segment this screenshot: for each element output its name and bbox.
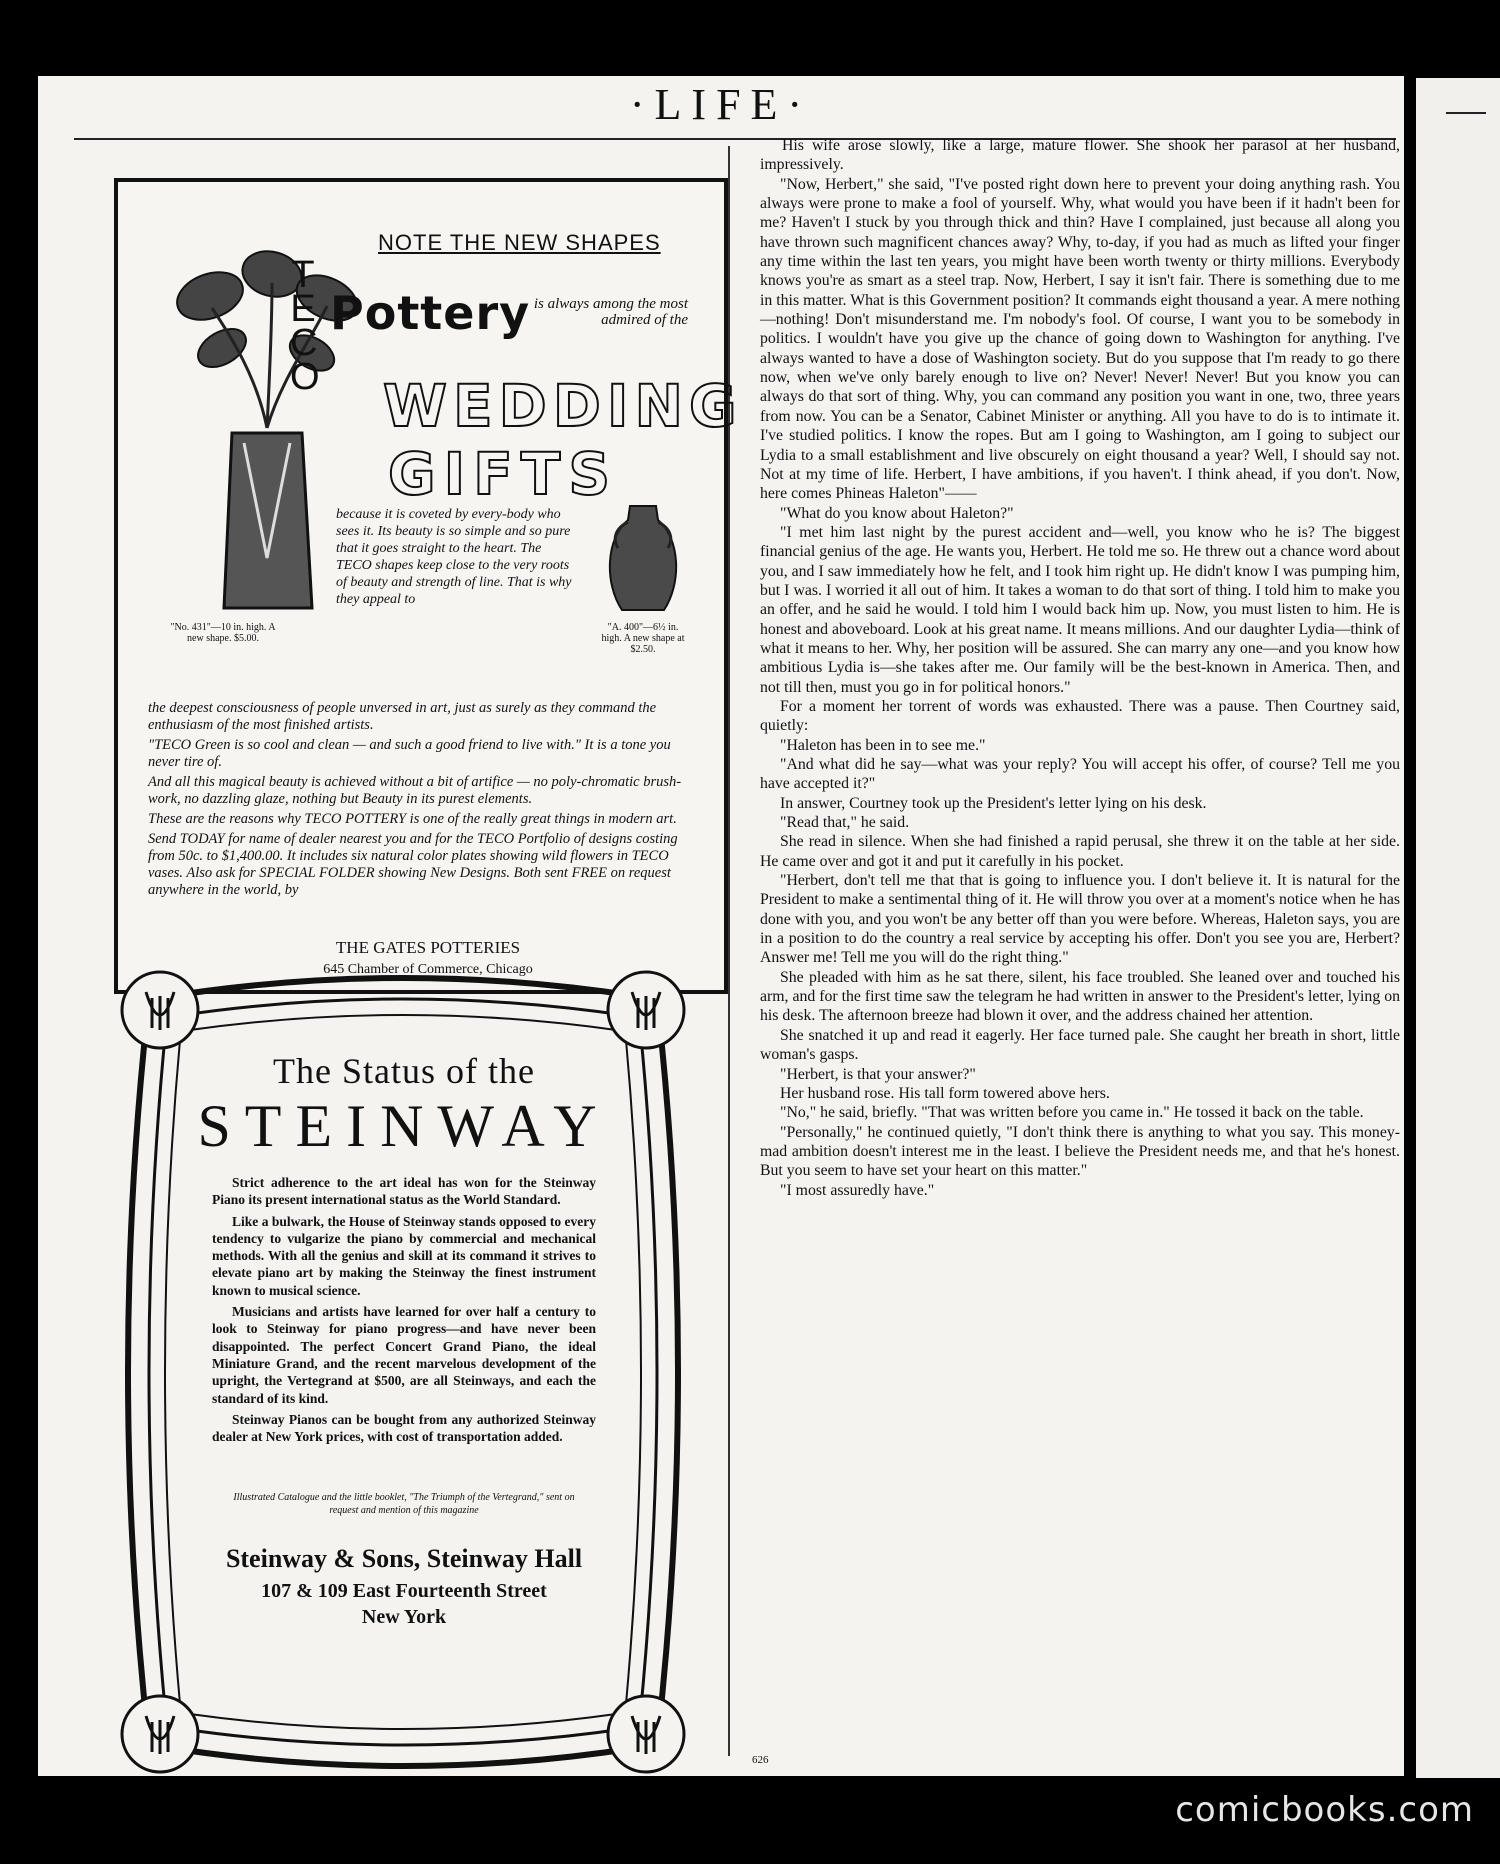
- vase-caption-right: "A. 400"—6½ in. high. A new shape at $2.50.: [601, 622, 685, 655]
- teco-address: 645 Chamber of Commerce, Chicago: [323, 962, 533, 977]
- story-paragraph: "And what did he say—what was your reply? You will accept his offer, of course? Tell me you have accepted it?": [760, 756, 1400, 793]
- source-watermark: comicbooks.com: [1175, 1790, 1474, 1830]
- teco-logo-letter: O: [290, 356, 320, 398]
- steinway-paragraph: Like a bulwark, the House of Steinway stands opposed to every tendency to vulgarize the piano by commercial and mechanical methods. With all the genius and skill at its command it strives to elevate piano art by making the Steinway the finest instrument known to musical science.: [212, 1213, 596, 1298]
- teco-because-text: because it is coveted by every-body who sees it. Its beauty is so simple and so pure that it goes straight to the heart. The TECO shapes keep close to the very roots of beauty and strength of line. That is why they appeal to: [336, 507, 572, 607]
- teco-logo: [290, 254, 320, 398]
- steinway-ad: [94, 954, 714, 1796]
- adjacent-page-rule: [1446, 112, 1486, 114]
- steinway-street: 107 & 109 East Fourteenth Street: [261, 1580, 547, 1602]
- teco-paragraph: the deepest consciousness of people unversed in art, just as surely as they command the enthusiasm of the most finished artists.: [148, 700, 657, 733]
- teco-paragraph: These are the reasons why TECO POTTERY is one of the really great things in modern art.: [148, 811, 677, 827]
- pottery-wordmark: Pottery: [330, 286, 531, 340]
- small-vase-illustration: [598, 498, 688, 618]
- steinway-paragraph: Steinway Pianos can be bought from any authorized Steinway dealer at New York prices, with cost of transportation added.: [212, 1411, 596, 1445]
- steinway-paragraph: Strict adherence to the art ideal has won for the Steinway Piano its present international status as the World Standard.: [212, 1175, 596, 1208]
- magazine-page: [38, 76, 1404, 1776]
- teco-logo-letter: E: [290, 288, 316, 330]
- story-paragraph: "Herbert, don't tell me that that is going to influence you. I don't believe it. It is natural for the President to make a sentimental thing of it. He will throw you over at a moment's notice when he has done with you, and you won't be any better off than you were before. Whereas, Haleton says, you are in a position to do the country a real service by accepting his offer. Don't you see you are, Herbert? Answer me! Tell me you will do the right thing.": [760, 872, 1400, 967]
- steinway-body-copy: [212, 1174, 596, 1449]
- story-paragraph: "No," he said, briefly. "That was written before you came in." He tossed it back on the table.: [780, 1104, 1364, 1122]
- teco-logo-letter: T: [291, 254, 315, 296]
- magazine-title: ·LIFE·: [629, 80, 813, 129]
- story-paragraph: She pleaded with him as he sat there, silent, his face troubled. She leaned over and touched his arm, and for the first time saw the telegram he had written in answer to the President's letter, lying on his desk. The afternoon breeze had blown it over, and the address chained her attention.: [760, 968, 1400, 1025]
- teco-headline: NOTE THE NEW SHAPES: [378, 230, 661, 255]
- teco-body-copy: [148, 700, 698, 902]
- vase-caption-left: "No. 431"—10 in. high. A new shape. $5.00.: [170, 622, 276, 644]
- steinway-paragraph: Musicians and artists have learned for over half a century to look to Steinway for piano progress—and have never been disappointed. The perfect Concert Grand Piano, the ideal Miniature Grand, and the recent marvelous development of the upright, the Vertegrand at $500, are all Steinways, and each the standard of its kind.: [212, 1304, 596, 1406]
- wedding-heading: WEDDING: [383, 372, 743, 440]
- story-paragraph: "Herbert, is that your answer?": [780, 1065, 976, 1083]
- page-number: 626: [752, 1754, 769, 1766]
- story-paragraph: Her husband rose. His tall form towered above hers.: [780, 1084, 1110, 1102]
- steinway-status-heading: The Status of the: [273, 1051, 535, 1091]
- teco-paragraph: "TECO Green is so cool and clean — and such a good friend to live with." It is a tone you never tire of.: [148, 737, 671, 770]
- steinway-name-heading: STEINWAY: [197, 1093, 611, 1159]
- story-paragraph: "I most assuredly have.": [780, 1181, 935, 1199]
- story-paragraph: "What do you know about Haleton?": [780, 504, 1014, 522]
- story-paragraph: She read in silence. When she had finished a rapid perusal, she threw it on the table at her side. He came over and got it and put it carefully in his pocket.: [760, 833, 1400, 870]
- steinway-catalogue-note: Illustrated Catalogue and the little booklet, "The Triumph of the Vertegrand," sent on request and mention of this magazine: [233, 1492, 575, 1516]
- story-paragraph: "Haleton has been in to see me.": [780, 736, 986, 754]
- story-column: [760, 136, 1400, 1200]
- story-paragraph: She snatched it up and read it eagerly. Her face turned pale. She caught her breath in short, little woman's gasps.: [760, 1026, 1400, 1064]
- steinway-company: Steinway & Sons, Steinway Hall: [225, 1544, 583, 1573]
- story-paragraph: "Now, Herbert," she said, "I've posted right down here to prevent your doing anything rash. You always were prone to make a fool of yourself. Why, what would you have been if it hadn't been for me? Haven't I stuck by you through thick and thin? Have I complained, just because all along you have thrown such magnificent chances away? Why, to-day, if you had as much as lifted your finger any time within the last ten years, you might have been worth twenty or thirty millions. Everybody knows you're as smart as a steel trap. Now, Herbert, I say it isn't fair. There is something due to me in this matter. What is this Government position? It commands eight thousand a year. A mere nothing—nothing! Don't misunderstand me. I'm nobody's fool. Of course, I want you to be somebody in politics. I wouldn't have you give up the chance of going down to Washington for anything. I've always wanted to have a dose of Washington society. But do you suppose that I'm ready to go there now, when we've only barely enough to live on? Never! Never! Never! But you know you can always do that sort of thing. Why, you can command any position you want in one, two, three years from now. You can be a Senator, Cabinet Minister or anything. All you have to do is to intimate it. I've studied politics. I know the ropes. But am I going to Washington, am I going to subject our Lydia to a small establishment and live obscurely on eight thousand a year? Well, I should say not. Not at my time of life. Herbert, I have ambitions, if you haven't. I think ahead, if you don't. Now, here comes Phineas Haleton"——: [760, 175, 1400, 503]
- story-paragraph: "Personally," he continued quietly, "I don't think there is anything to what you say. This money-mad ambition doesn't interest me in the least. I believe the President needs me, and that he's honest. But you seem to have set your heart on this matter.": [760, 1123, 1400, 1180]
- story-paragraph: "Read that," he said.: [780, 814, 910, 832]
- teco-company: THE GATES POTTERIES: [335, 938, 521, 957]
- story-paragraph: In answer, Courtney took up the President's letter lying on his desk.: [780, 794, 1207, 812]
- story-paragraph: "I met him last night by the purest accident and—well, you know who he is? The biggest financial genius of the age. He wants you, Herbert. He told me so. He threw out a chance word about you, and I saw immediately how he felt, and I took him right up. He didn't know I was pumping him, but I was. I worried it all out of him. It takes a woman to do that sort of thing. I told him to make you an offer, and he said he would. I told him I would back him up. Now, you must listen to him. He is honest and aboveboard. Look at his great name. It means millions. And our daughter Lydia—think of what it means to her. Why, her position will be assured. She can marry any one—and you know how ambitious Lydia is—she takes after me. Our family will be the best-known in America. Then, and not till then, must you go in for political honors.": [760, 523, 1400, 696]
- story-paragraph: For a moment her torrent of words was exhausted. There was a pause. Then Courtney said, quietly:: [760, 697, 1400, 735]
- steinway-city: New York: [361, 1606, 447, 1628]
- story-paragraph: His wife arose slowly, like a large, mature flower. She shook her parasol at her husband, impressively.: [760, 137, 1400, 174]
- gifts-heading: GIFTS: [388, 440, 619, 508]
- teco-paragraph: And all this magical beauty is achieved without a bit of artifice — no poly-chromatic brush-work, no dazzling glaze, nothing but Beauty in its purest elements.: [148, 774, 682, 807]
- teco-logo-letter: C: [290, 322, 318, 364]
- teco-among-text: is always among the most admired of the: [533, 296, 688, 328]
- teco-pottery-ad: [78, 128, 743, 1014]
- teco-paragraph: Send TODAY for name of dealer nearest you and for the TECO Portfolio of designs costing from 50c. to $1,400.00. It includes six natural color plates showing wild flowers in TECO vases. Also ask for SPECIAL FOLDER showing New Designs. Both sent FREE on request anywhere in the world, by: [148, 831, 678, 898]
- adjacent-page-edge: [1416, 78, 1500, 1778]
